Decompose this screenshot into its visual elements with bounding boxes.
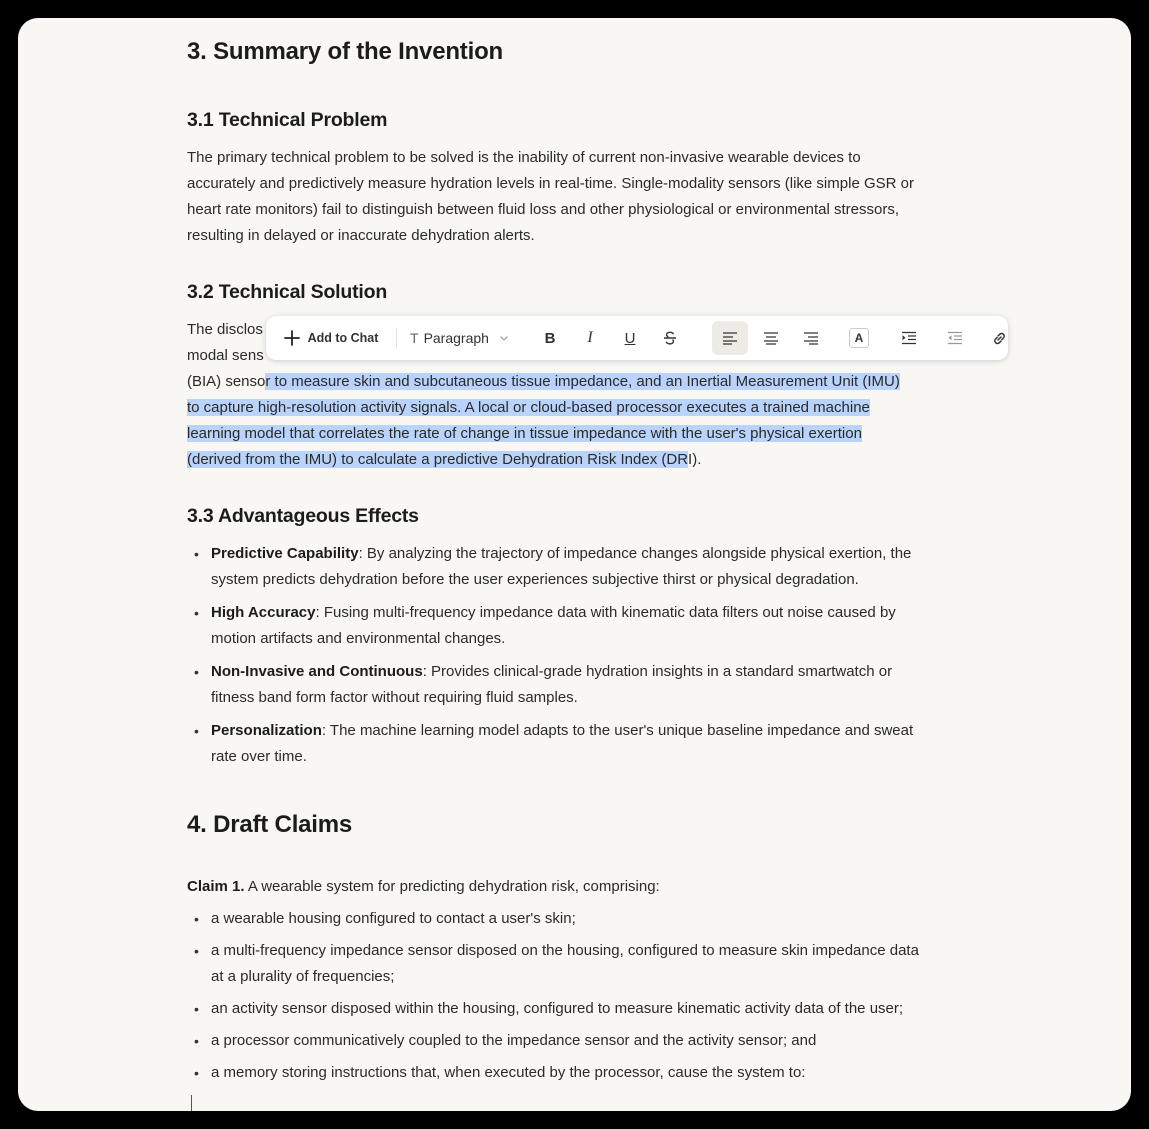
effect-text: : By analyzing the trajectory of impedance changes alongside physical exertion, the system predicts dehydration before the user experiences subjective thirst or physical degradation. — [211, 545, 912, 588]
indent-icon — [901, 331, 917, 345]
paragraph-line — [187, 369, 927, 395]
paragraph-line — [187, 421, 927, 447]
list-item[interactable] — [187, 718, 927, 770]
text-color-icon: A — [849, 328, 869, 348]
selected-text: learning model that correlates the rate of change in tissue impedance with the user's physical exertion — [187, 425, 862, 442]
chevron-down-icon — [499, 333, 509, 343]
indent-button[interactable] — [892, 321, 926, 355]
add-to-chat-button[interactable] — [280, 321, 382, 355]
align-center-icon — [763, 331, 779, 345]
selected-text: (derived from the IMU) to calculate a predictive Dehydration Risk Index (DR — [187, 451, 689, 468]
outdent-button[interactable] — [938, 321, 972, 355]
unselected-text: I). — [688, 451, 702, 468]
effect-text: : Provides clinical-grade hydration insights in a standard smartwatch or fitness band form factor without requiring fluid samples. — [211, 663, 893, 706]
selected-text: to capture high-resolution activity signals. A local or cloud-based processor executes a trained machine — [187, 399, 870, 416]
effect-text: : Fusing multi-frequency impedance data with kinematic data filters out noise caused by motion artifacts and environmental changes. — [211, 604, 896, 647]
bullet-icon: • — [194, 723, 199, 739]
text-type-icon: T — [410, 330, 419, 346]
paragraph-line: modal sens — [187, 347, 264, 364]
toolbar-divider — [396, 328, 397, 348]
underline-button[interactable] — [614, 321, 646, 355]
claim-1-list — [187, 906, 927, 1086]
bold-icon: B — [544, 329, 556, 347]
formatting-toolbar — [266, 316, 1008, 360]
paragraph-line — [187, 447, 927, 473]
block-type-dropdown[interactable] — [406, 321, 518, 355]
list-item[interactable] — [187, 996, 927, 1022]
italic-button[interactable] — [574, 321, 606, 355]
align-center-button[interactable] — [754, 321, 788, 355]
section-3-2-title: 3.2 Technical Solution — [187, 281, 388, 303]
effect-term: High Accuracy — [211, 604, 316, 621]
list-item[interactable] — [187, 541, 927, 593]
section-3-1-paragraph[interactable]: The primary technical problem to be solved is the inability of current non-invasive wearable devices to accurately and predictively measure hydration levels in real-time. Single-modality sensors (like simple GSR or heart rate monitors) fail to distinguish between fluid loss and other physiological or environmental stressors, resulting in delayed or inaccurate dehydration alerts. — [187, 149, 914, 244]
bullet-icon: • — [194, 1065, 199, 1081]
claim-item-text: a processor communicatively coupled to the impedance sensor and the activity sensor; and — [211, 1032, 817, 1049]
add-to-chat-label: Add to Chat — [307, 331, 379, 345]
list-item[interactable] — [187, 1028, 927, 1054]
link-button[interactable] — [982, 321, 1016, 355]
effect-term: Non-Invasive and Continuous — [211, 663, 423, 680]
section-3-1-title: 3.1 Technical Problem — [187, 109, 388, 131]
editor-window — [18, 18, 1131, 1111]
bullet-icon: • — [194, 664, 199, 680]
claim-1-intro[interactable] — [187, 874, 927, 900]
bullet-icon: • — [194, 1001, 199, 1017]
effects-list — [187, 541, 927, 770]
section-3-title: 3. Summary of the Invention — [187, 38, 503, 65]
section-3-3-title: 3.3 Advantageous Effects — [187, 505, 419, 527]
claim-item-text: a wearable housing configured to contact a user's skin; — [211, 910, 576, 927]
bold-button[interactable] — [534, 321, 566, 355]
list-item[interactable] — [187, 659, 927, 711]
block-type-label: Paragraph — [423, 330, 489, 346]
selected-text: r to measure skin and subcutaneous tissue impedance, and an Inertial Measurement Unit (IMU) — [265, 373, 900, 390]
list-item[interactable] — [187, 906, 927, 932]
claim-label: Claim 1. — [187, 878, 245, 895]
claim-item-text: a multi-frequency impedance sensor disposed on the housing, configured to measure skin impedance data at a plurality of frequencies; — [211, 942, 919, 985]
bullet-icon: • — [194, 943, 199, 959]
paragraph-line — [187, 395, 927, 421]
align-right-button[interactable] — [794, 321, 828, 355]
strikethrough-icon — [662, 330, 678, 346]
claim-item-text: an activity sensor disposed within the housing, configured to measure kinematic activity data of the user; — [211, 1000, 904, 1017]
effect-term: Predictive Capability — [211, 545, 359, 562]
italic-icon: I — [587, 329, 593, 346]
effect-term: Personalization — [211, 722, 322, 739]
align-left-button[interactable] — [712, 321, 748, 355]
claim-text: A wearable system for predicting dehydration risk, comprising: — [244, 878, 660, 895]
effect-text: : The machine learning model adapts to the user's unique baseline impedance and sweat rate over time. — [211, 722, 914, 765]
list-item[interactable] — [187, 600, 927, 652]
strikethrough-button[interactable] — [654, 321, 686, 355]
link-icon — [991, 330, 1008, 347]
align-left-icon — [722, 331, 738, 345]
list-item[interactable] — [187, 938, 927, 990]
unselected-text: (BIA) senso — [187, 373, 266, 390]
underline-icon: U — [624, 329, 636, 347]
text-cursor — [191, 1095, 192, 1111]
plus-icon — [284, 330, 300, 346]
bullet-icon: • — [194, 546, 199, 562]
list-item[interactable] — [187, 1060, 927, 1086]
bullet-icon: • — [194, 911, 199, 927]
bullet-icon: • — [194, 605, 199, 621]
paragraph-line: The disclos — [187, 321, 263, 338]
outdent-icon — [947, 331, 963, 345]
bullet-icon: • — [194, 1033, 199, 1049]
text-color-button[interactable] — [842, 321, 876, 355]
align-right-icon — [803, 331, 819, 345]
claim-item-text: a memory storing instructions that, when executed by the processor, cause the system to: — [211, 1064, 806, 1081]
section-4-title: 4. Draft Claims — [187, 811, 353, 838]
